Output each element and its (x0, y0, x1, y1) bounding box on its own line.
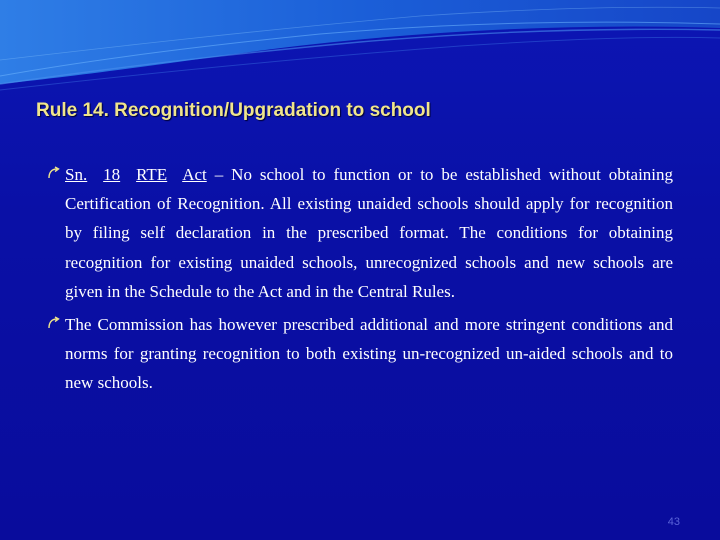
rte-ref: RTE (136, 165, 168, 184)
bullet-text: The Commission has however prescribed additional and more stringent conditions and norms for granting recognition to both existing un-recognized un-aided schools and to new schools. (65, 315, 673, 393)
page-number: 43 (667, 516, 680, 528)
slide-title: Rule 14. Recognition/Upgradation to school (36, 100, 431, 121)
curved-arrow-bullet-icon (46, 315, 62, 331)
section-ref: Sn. (65, 165, 88, 184)
bullet-item (46, 310, 673, 398)
section-number: 18 (103, 165, 121, 184)
act-ref: Act (182, 165, 207, 184)
bullet-item (46, 160, 673, 306)
header-wave-decoration (0, 0, 720, 92)
slide-content (46, 160, 673, 402)
bullet-text: – No school to function or to be established without obtaining Certification of Recognition. All existing unaided schools should apply for recognition by filing self declaration in the prescribed format. The conditions for obtaining recognition for existing unaided schools, unrecognized schools and new schools are given in the Schedule to the Act and in the Central Rules. (65, 165, 674, 301)
curved-arrow-bullet-icon (46, 165, 62, 181)
